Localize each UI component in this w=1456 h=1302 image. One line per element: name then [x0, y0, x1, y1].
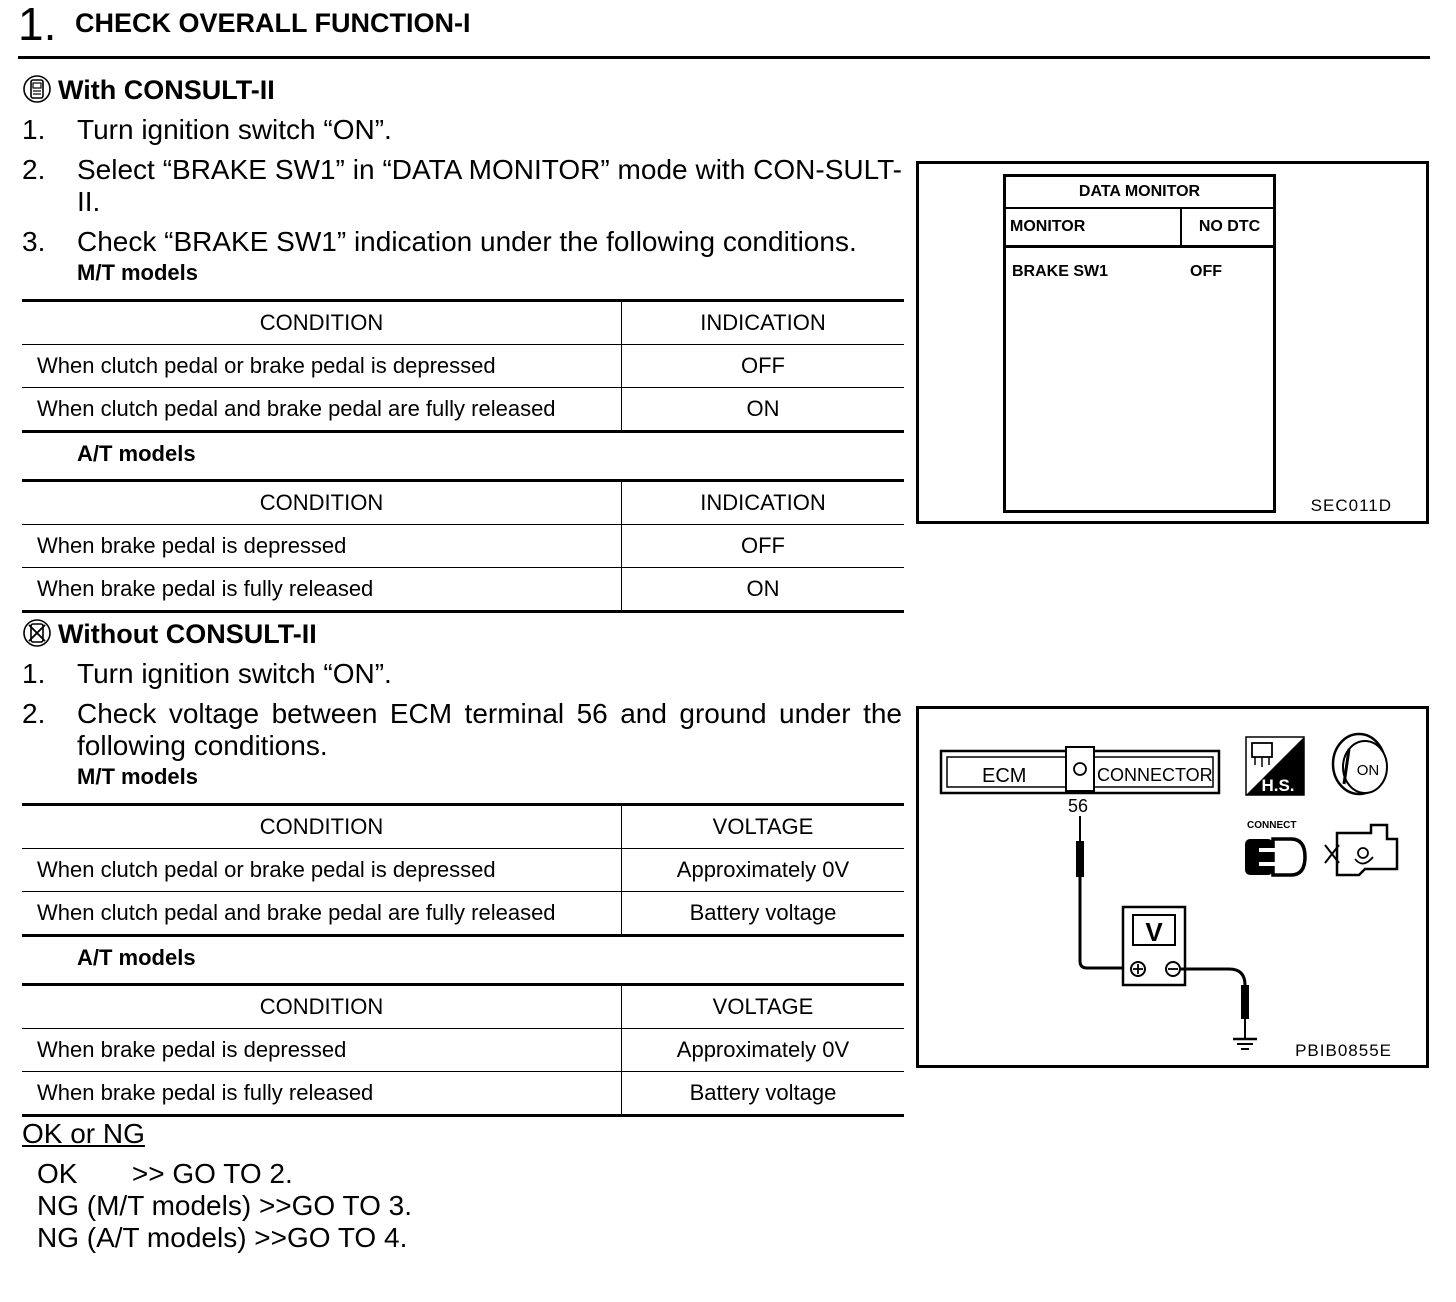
harness-side-icon	[1246, 737, 1304, 795]
with-mt-label: M/T models	[77, 260, 199, 285]
meter-label: V	[1145, 917, 1163, 947]
cell-condition: When brake pedal is fully released	[22, 1072, 622, 1116]
data-monitor-figure	[916, 161, 1429, 524]
ignition-on-icon	[1333, 734, 1387, 794]
col-voltage: VOLTAGE	[622, 805, 905, 849]
table-row	[22, 849, 904, 892]
connector-label: CONNECTOR	[1097, 765, 1213, 785]
connect-icon	[1245, 820, 1305, 875]
step-number: 1.	[18, 0, 57, 50]
cell-condition: When clutch pedal and brake pedal are fully released	[22, 388, 622, 432]
result-ng-mt: NG (M/T models) >>GO TO 3.	[37, 1190, 412, 1221]
cell-condition: When clutch pedal or brake pedal is depressed	[22, 345, 622, 388]
step-text: Check voltage between ECM terminal 56 and ground under the following conditions.	[77, 698, 902, 761]
step-text: Turn ignition switch “ON”.	[77, 658, 392, 689]
hs-label: H.S.	[1261, 776, 1295, 795]
table-row	[22, 345, 904, 388]
with-at-table	[22, 479, 904, 613]
table-header-row	[22, 805, 904, 849]
ground-lead	[1180, 969, 1249, 1039]
step-index: 2.	[22, 698, 46, 729]
without-mt-label: M/T models	[77, 764, 199, 789]
cell-condition: When brake pedal is depressed	[22, 525, 622, 568]
step-text: Select “BRAKE SW1” in “DATA MONITOR” mode with CON-SULT-II.	[77, 154, 902, 217]
terminal-number: 56	[1068, 796, 1089, 816]
monitor-title: DATA MONITOR	[1006, 177, 1273, 209]
col-condition: CONDITION	[22, 805, 622, 849]
cell-value: ON	[622, 568, 905, 612]
step-text: Turn ignition switch “ON”.	[77, 114, 392, 145]
col-condition: CONDITION	[22, 481, 622, 525]
ecm-label: ECM	[982, 765, 1027, 787]
result-ok: OK >> GO TO 2.	[37, 1158, 293, 1189]
cell-value: Approximately 0V	[622, 1029, 905, 1072]
cell-value: ON	[622, 388, 905, 432]
table-header-row	[22, 481, 904, 525]
col-indication: INDICATION	[622, 481, 905, 525]
cell-condition: When brake pedal is depressed	[22, 1029, 622, 1072]
cell-value: OFF	[622, 345, 905, 388]
ecm-connector	[941, 747, 1219, 793]
cell-condition: When brake pedal is fully released	[22, 568, 622, 612]
col-indication: INDICATION	[622, 301, 905, 345]
result-ng-at: NG (A/T models) >>GO TO 4.	[37, 1222, 408, 1253]
monitor-col-label: MONITOR	[1010, 218, 1086, 235]
without-at-label: A/T models	[77, 945, 196, 970]
step-index: 1.	[22, 658, 46, 689]
table-header-row	[22, 301, 904, 345]
step-index: 2.	[22, 154, 46, 185]
connect-label: CONNECT	[1247, 820, 1297, 831]
engine-stopped-icon	[1325, 825, 1397, 875]
without-at-table	[22, 983, 904, 1117]
monitor-item-value: OFF	[1190, 263, 1222, 280]
table-row	[22, 892, 904, 936]
with-mt-table	[22, 299, 904, 433]
monitor-status: NO DTC	[1180, 209, 1277, 245]
step-text: Check “BRAKE SW1” indication under the following conditions.	[77, 226, 857, 257]
no-consult-icon	[22, 618, 52, 648]
circuit-diagram	[919, 709, 1426, 1065]
with-consult-title: With CONSULT-II	[58, 75, 275, 105]
with-at-label: A/T models	[77, 441, 196, 466]
monitor-item-name: BRAKE SW1	[1012, 263, 1109, 280]
ground-symbol	[1233, 1039, 1257, 1049]
cell-condition: When clutch pedal and brake pedal are fully released	[22, 892, 622, 936]
cell-value: Battery voltage	[622, 892, 905, 936]
table-row	[22, 1072, 904, 1116]
table-row	[22, 568, 904, 612]
table-row	[22, 525, 904, 568]
cell-value: OFF	[622, 525, 905, 568]
table-row	[22, 1029, 904, 1072]
monitor-header	[1006, 209, 1273, 248]
cell-value: Approximately 0V	[622, 849, 905, 892]
step-index: 3.	[22, 226, 46, 257]
consult-ii-icon	[22, 74, 52, 104]
cell-value: Battery voltage	[622, 1072, 905, 1116]
col-condition: CONDITION	[22, 301, 622, 345]
voltmeter	[1123, 907, 1185, 985]
ok-or-ng-label: OK or NG	[22, 1118, 145, 1149]
without-consult-heading	[22, 618, 317, 650]
step-index: 1.	[22, 114, 46, 145]
voltage-check-figure	[916, 706, 1429, 1068]
table-header-row	[22, 985, 904, 1029]
col-voltage: VOLTAGE	[622, 985, 905, 1029]
with-consult-heading	[22, 74, 275, 106]
table-row	[22, 388, 904, 432]
step-title: CHECK OVERALL FUNCTION-I	[75, 8, 471, 38]
header-rule	[18, 56, 1430, 59]
without-mt-table	[22, 803, 904, 937]
figure-code: PBIB0855E	[1295, 1041, 1392, 1060]
without-consult-title: Without CONSULT-II	[58, 619, 317, 649]
data-monitor-screen	[1003, 174, 1276, 513]
col-condition: CONDITION	[22, 985, 622, 1029]
cell-condition: When clutch pedal or brake pedal is depressed	[22, 849, 622, 892]
figure-code: SEC011D	[1310, 496, 1392, 515]
on-label: ON	[1356, 762, 1380, 779]
